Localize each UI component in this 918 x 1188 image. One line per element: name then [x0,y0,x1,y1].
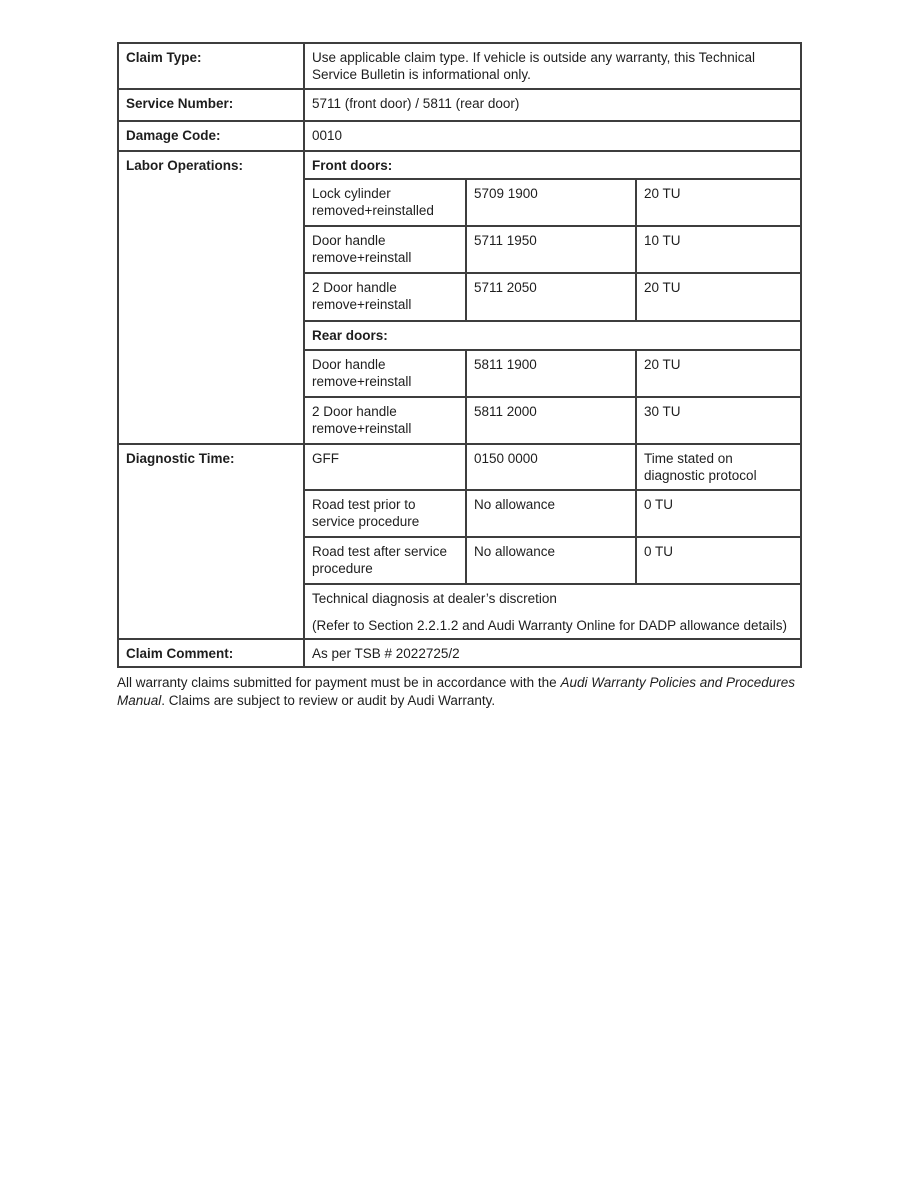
labor-time: 30 TU [636,397,801,444]
diagnostic-time-label: Diagnostic Time: [118,444,304,639]
claim-type-row [118,43,801,89]
diagnostic-time-value: 0 TU [636,537,801,584]
labor-description: Door handle remove+reinstall [304,350,466,397]
service-number-value: 5711 (front door) / 5811 (rear door) [304,89,801,121]
labor-description: Lock cylinder removed+reinstalled [304,179,466,226]
labor-time: 10 TU [636,226,801,273]
rear-doors-header: Rear doors: [304,321,801,350]
claim-comment-label: Claim Comment: [118,639,304,667]
labor-time: 20 TU [636,179,801,226]
diagnostic-time-value: 0 TU [636,490,801,537]
labor-description: 2 Door handle remove+reinstall [304,273,466,321]
diagnostic-code: No allowance [466,490,636,537]
labor-code: 5711 1950 [466,226,636,273]
diagnostic-code: 0150 0000 [466,444,636,490]
footer-text-before: All warranty claims submitted for payment must be in accordance with the [117,675,561,690]
damage-code-label: Damage Code: [118,121,304,151]
claim-comment-value: As per TSB # 2022725/2 [304,639,801,667]
diagnostic-description: Road test after service procedure [304,537,466,584]
claim-comment-row [118,639,801,667]
diagnostic-time-row [118,444,801,490]
service-number-row [118,89,801,121]
labor-operations-label: Labor Operations: [118,151,304,444]
diagnostic-description: Road test prior to service procedure [304,490,466,537]
labor-description: Door handle remove+reinstall [304,226,466,273]
footer-text-after: . Claims are subject to review or audit by Audi Warranty. [161,692,496,708]
labor-code: 5811 1900 [466,350,636,397]
warranty-footer-note [117,674,807,709]
diagnostic-note-line2: (Refer to Section 2.2.1.2 and Audi Warranty Online for DADP allowance details) [312,618,787,633]
damage-code-value: 0010 [304,121,801,151]
diagnostic-code: No allowance [466,537,636,584]
diagnostic-time-value: Time stated on diagnostic protocol [636,444,801,490]
labor-description: 2 Door handle remove+reinstall [304,397,466,444]
front-doors-header: Front doors: [304,151,801,179]
labor-time: 20 TU [636,273,801,321]
claim-type-value: Use applicable claim type. If vehicle is outside any warranty, this Technical Service Bulletin is informational only. [304,43,801,89]
labor-time: 20 TU [636,350,801,397]
diagnostic-description: GFF [304,444,466,490]
warranty-claim-table [117,42,802,668]
footer-italic-title: Audi Warranty Policies and Procedures Manual [117,675,796,708]
labor-code: 5811 2000 [466,397,636,444]
labor-code: 5709 1900 [466,179,636,226]
labor-code: 5711 2050 [466,273,636,321]
damage-code-row [118,121,801,151]
service-number-label: Service Number: [118,89,304,121]
labor-operations-row [118,151,801,179]
diagnostic-note-line1: Technical diagnosis at dealer’s discretion [312,591,557,606]
claim-type-label: Claim Type: [118,43,304,89]
diagnostic-note-cell [304,584,801,639]
